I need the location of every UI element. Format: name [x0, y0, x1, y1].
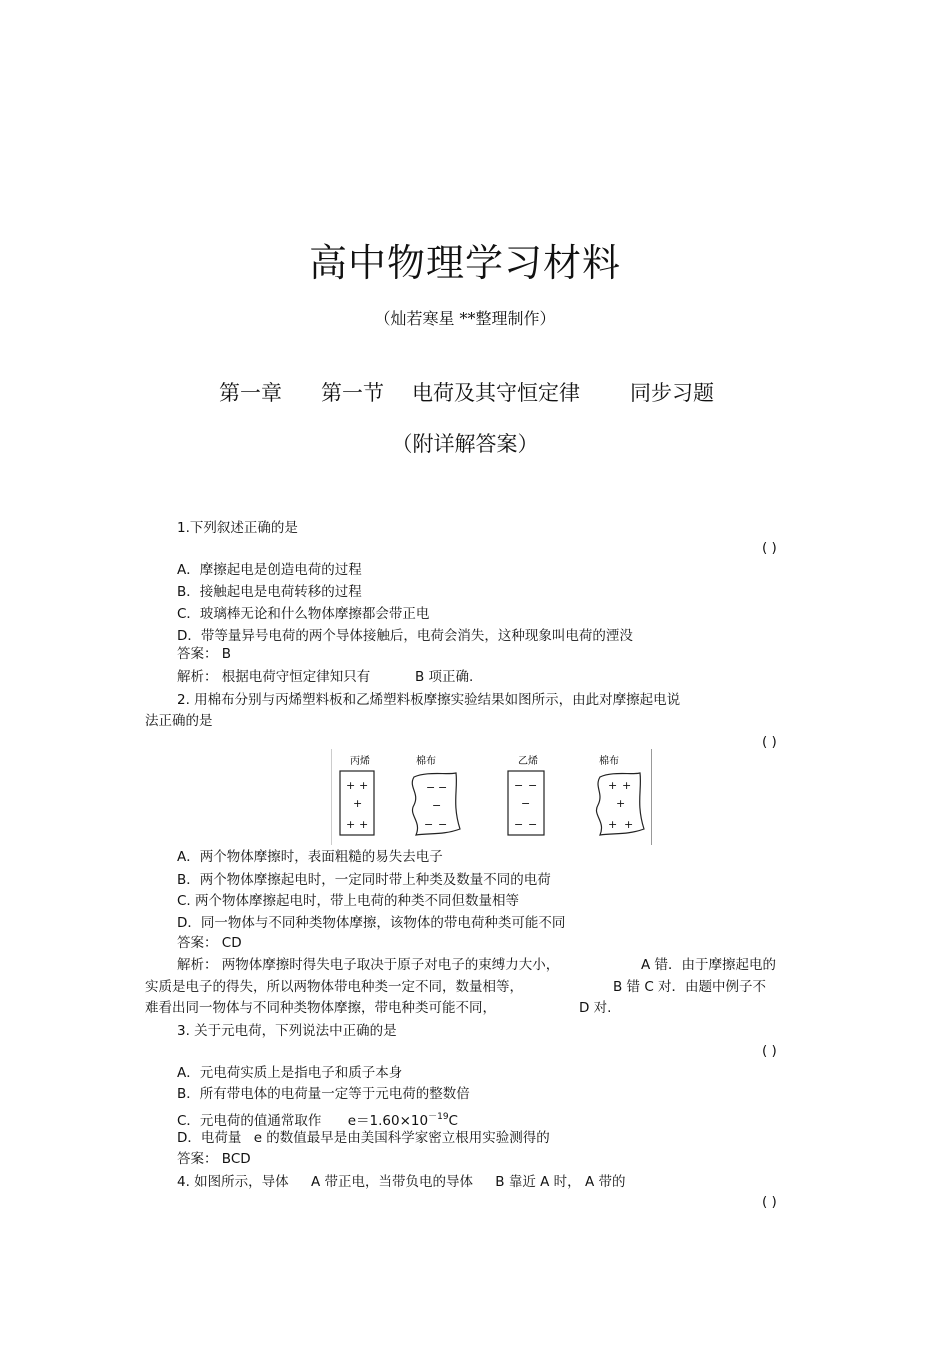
q2-stem-line1: 2. 用棉布分别与丙烯塑料板和乙烯塑料板摩擦实验结果如图所示，由此对摩擦起电说 — [177, 692, 681, 708]
q3-option-c-text: C．元电荷的值通常取作 — [177, 1113, 322, 1129]
document-subtitle: （灿若寒星 **整理制作） — [374, 309, 556, 328]
exercise-label: 同步习题 — [630, 381, 714, 405]
svg-text:+: + — [346, 818, 356, 831]
svg-text:−: − — [514, 818, 524, 831]
figure-label-propylene: 丙烯 — [350, 756, 370, 767]
cotton-2-charges — [608, 779, 633, 831]
answer-note: （附详解答案） — [391, 432, 539, 456]
q4-stem-part3: B 靠近 A 时， A 带的 — [495, 1174, 626, 1190]
q2-answer-blank: ( ) — [762, 734, 777, 750]
figure-label-cotton-2: 棉布 — [599, 756, 619, 767]
topic-label: 电荷及其守恒定律 — [412, 381, 580, 405]
q1-analysis-end: B 项正确. — [415, 669, 474, 685]
friction-charge-figure — [331, 749, 652, 845]
q3-option-d-text: D．电荷量 — [177, 1130, 242, 1146]
svg-text:+: + — [359, 818, 369, 831]
svg-text:+: + — [608, 779, 618, 792]
q3-answer-blank: ( ) — [762, 1043, 777, 1059]
q1-option-a: A．摩擦起电是创造电荷的过程 — [177, 562, 362, 578]
q2-analysis-line3: 难看出同一物体与不同种类物体摩擦，带电种类可能不同， — [145, 1000, 496, 1016]
q4-stem — [177, 1173, 626, 1191]
q3-option-c-unit: C — [448, 1113, 458, 1129]
svg-text:−: − — [514, 779, 524, 792]
q4-stem-part2: A 带正电，当带负电的导体 — [310, 1174, 473, 1190]
q2-analysis-line2: 实质是电子的得失，所以两物体带电种类一定不同，数量相等， — [145, 979, 523, 995]
svg-text:+: + — [346, 779, 356, 792]
svg-text:+: + — [624, 818, 634, 831]
q3-answer: 答案： BCD — [177, 1151, 251, 1167]
q1-answer-blank: ( ) — [762, 540, 777, 556]
q2-stem-line2: 法正确的是 — [145, 713, 213, 729]
q3-option-c — [177, 1108, 458, 1130]
svg-text:−: − — [438, 818, 448, 831]
q1-option-c: C．玻璃棒无论和什么物体摩擦都会带正电 — [177, 606, 430, 622]
chapter-label: 第一章 — [219, 381, 282, 405]
svg-text:−: − — [438, 781, 448, 794]
q2-option-a: A．两个物体摩擦时，表面粗糙的易失去电子 — [177, 849, 443, 865]
figure-label-ethylene: 乙烯 — [518, 756, 538, 767]
q2-option-d: D．同一物体与不同种类物体摩擦，该物体的带电荷种类可能不同 — [177, 915, 566, 931]
svg-text:+: + — [359, 779, 369, 792]
q2-analysis-line1: 解析： 两物体摩擦时得失电子取决于原子对电子的束缚力大小， — [177, 957, 560, 973]
q3-option-b: B．所有带电体的电荷量一定等于元电荷的整数倍 — [177, 1086, 470, 1102]
q3-option-d — [177, 1129, 550, 1147]
q1-option-d: D．带等量异号电荷的两个导体接触后，电荷会消失，这种现象叫电荷的湮没 — [177, 628, 633, 644]
q2-analysis-line3-end: D 对. — [579, 1000, 612, 1016]
svg-text:−: − — [426, 781, 436, 794]
q3-option-c-exponent: －19 — [428, 1112, 449, 1122]
q3-stem: 3. 关于元电荷，下列说法中正确的是 — [177, 1023, 397, 1039]
q2-option-c: C. 两个物体摩擦起电时，带上电荷的种类不同但数量相等 — [177, 893, 520, 909]
svg-text:+: + — [353, 797, 363, 810]
svg-text:−: − — [432, 799, 442, 812]
q4-answer-blank: ( ) — [762, 1194, 777, 1210]
q2-answer: 答案： CD — [177, 935, 242, 951]
svg-text:−: − — [528, 779, 538, 792]
section-label: 第一节 — [321, 381, 384, 405]
svg-text:−: − — [521, 797, 531, 810]
document-title: 高中物理学习材料 — [308, 241, 621, 285]
svg-text:+: + — [616, 797, 626, 810]
q3-option-a: A．元电荷实质上是指电子和质子本身 — [177, 1065, 403, 1081]
q2-analysis-line1-end: A 错．由于摩擦起电的 — [641, 957, 777, 973]
svg-text:−: − — [424, 818, 434, 831]
ethylene-charges — [514, 779, 537, 831]
svg-text:−: − — [528, 818, 538, 831]
q1-answer: 答案： B — [177, 646, 232, 662]
q4-stem-part1: 4. 如图所示，导体 — [177, 1174, 289, 1190]
svg-text:+: + — [608, 818, 618, 831]
q3-option-d-rest: e 的数值最早是由美国科学家密立根用实验测得的 — [253, 1130, 550, 1146]
propylene-charges — [346, 779, 368, 831]
cotton-1-charges — [424, 781, 447, 831]
q1-stem: 1.下列叙述正确的是 — [177, 520, 298, 536]
q2-option-b: B．两个物体摩擦起电时，一定同时带上种类及数量不同的电荷 — [177, 872, 551, 888]
q2-analysis-line2-end: B 错 C 对．由题中例子不 — [613, 979, 767, 995]
svg-text:+: + — [622, 779, 632, 792]
figure-label-cotton-1: 棉布 — [416, 756, 436, 767]
q3-option-c-value: e＝1.60×10 — [347, 1113, 429, 1129]
q1-option-b: B．接触起电是电荷转移的过程 — [177, 584, 362, 600]
q1-analysis: 解析： 根据电荷守恒定律知只有 — [177, 669, 371, 685]
